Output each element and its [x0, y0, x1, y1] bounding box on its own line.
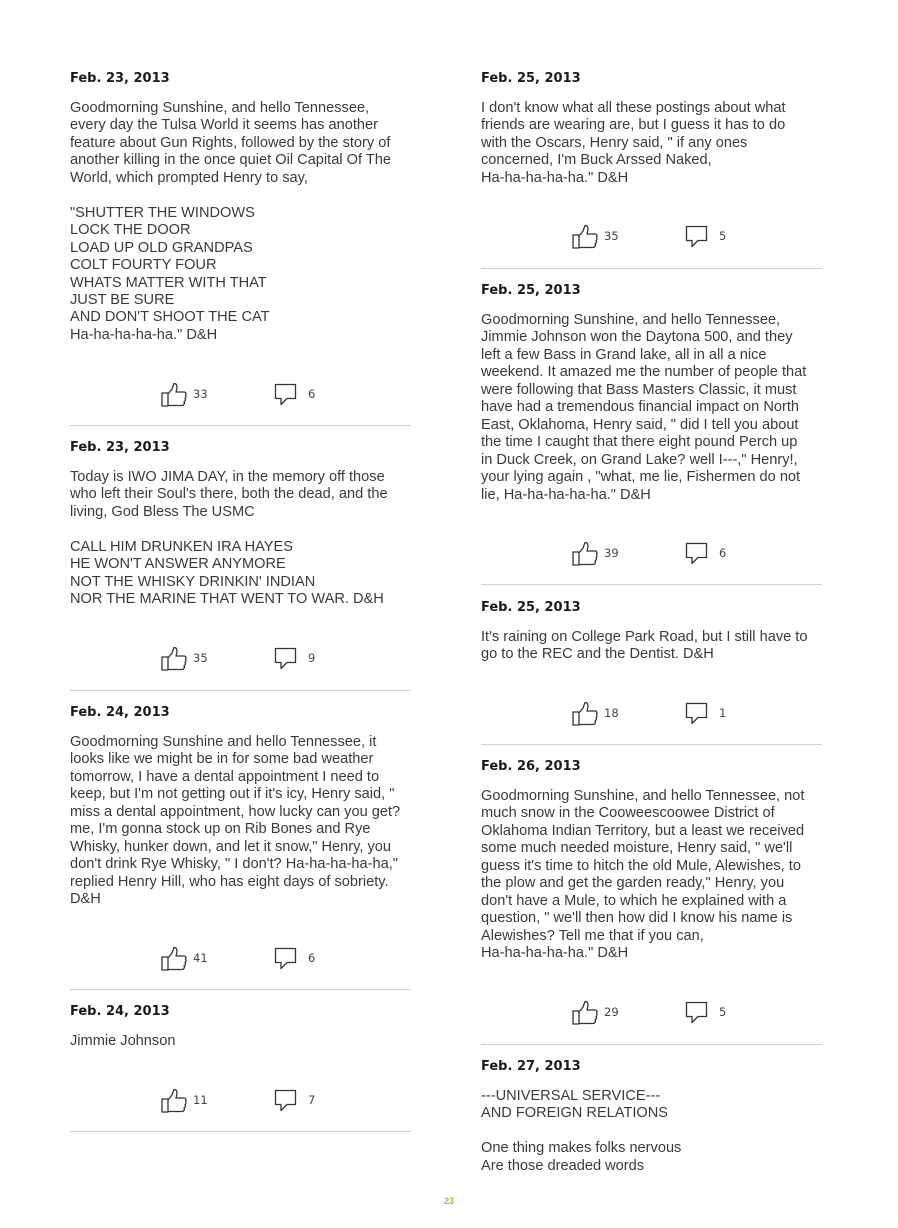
like-count: 39 [604, 546, 619, 560]
like-count: 41 [193, 951, 208, 965]
post [481, 70, 822, 187]
comment-count: 5 [719, 229, 727, 243]
post-body: Goodmorning Sunshine and hello Tennessee, it looks like we might be in for some bad weather tomorrow, I have a dental appointment I need to keep, but I'm not getting out if it's icy, Henry said, " miss a dental appointment, how lucky can you get? me, I'm gonna stock up on Rib Bones and Rye Whisky, hunker down, and let it snow," Henry, you don't drink Rye Whisky, " I don't? Ha-ha-ha-ha-ha," replied Henry Hill, who has eight days of sobriety. D&H [70, 734, 401, 908]
post-divider [70, 1131, 411, 1132]
post-date: Feb. 26, 2013 [481, 759, 581, 774]
post-date: Feb. 24, 2013 [70, 705, 170, 720]
like-count: 29 [604, 1005, 619, 1019]
post-body: ---UNIVERSAL SERVICE--- AND FOREIGN RELATIONS One thing makes folks nervous Are those dreaded words [481, 1088, 682, 1174]
post [481, 758, 822, 963]
speech-bubble-icon [684, 1000, 710, 1026]
post-actions [481, 223, 822, 251]
comment-count: 1 [719, 706, 727, 720]
post-body: Goodmorning Sunshine, and hello Tennessee, every day the Tulsa World it seems has another feature about Gun Rights, followed by the story of another killing in the once quiet Oil Capital Of The World, which prompted Henry to say, "SHUTTER THE WINDOWS LOCK THE DOOR LOAD UP OLD GRANDPAS COLT FOURTY FOUR WHATS MATTER WITH THAT JUST BE SURE AND DON'T SHOOT THE CAT Ha-ha-ha-ha-ha." D&H [70, 100, 391, 343]
post [70, 439, 411, 609]
post [481, 282, 822, 504]
comment-count: 6 [308, 951, 316, 965]
speech-bubble-icon [684, 224, 710, 250]
like-count: 33 [193, 387, 208, 401]
post [70, 1003, 411, 1050]
post-date: Feb. 25, 2013 [481, 71, 581, 86]
post-actions [481, 999, 822, 1027]
post-divider [70, 989, 411, 990]
post-date: Feb. 27, 2013 [481, 1059, 581, 1074]
post-date: Feb. 25, 2013 [481, 600, 581, 615]
post-actions [70, 645, 411, 673]
post [70, 704, 411, 909]
thumbs-up-icon [160, 382, 188, 408]
speech-bubble-icon [684, 541, 710, 567]
speech-bubble-icon [273, 382, 299, 408]
page-number: 23 [443, 1196, 454, 1206]
post-divider [481, 744, 822, 745]
post-actions [481, 540, 822, 568]
speech-bubble-icon [273, 946, 299, 972]
post-actions [70, 381, 411, 409]
thumbs-up-icon [571, 541, 599, 567]
speech-bubble-icon [684, 701, 710, 727]
post-actions [70, 945, 411, 973]
post-actions [70, 1087, 411, 1115]
post-divider [70, 690, 411, 691]
post-actions [481, 700, 822, 728]
like-count: 35 [604, 229, 619, 243]
like-count: 18 [604, 706, 619, 720]
post-body: Jimmie Johnson [70, 1033, 176, 1049]
post-divider [70, 425, 411, 426]
post [70, 70, 411, 344]
post-divider [481, 268, 822, 269]
post [481, 1058, 822, 1175]
speech-bubble-icon [273, 646, 299, 672]
like-count: 35 [193, 651, 208, 665]
comment-count: 6 [719, 546, 727, 560]
comment-count: 7 [308, 1093, 316, 1107]
post-divider [481, 584, 822, 585]
comment-count: 6 [308, 387, 316, 401]
thumbs-up-icon [160, 946, 188, 972]
post-body: Today is IWO JIMA DAY, in the memory off those who left their Soul's there, both the dead, and the living, God Bless The USMC CALL HIM DRUNKEN IRA HAYES HE WON'T ANSWER ANYMORE NOT THE WHISKY DRINKIN' INDIAN NOR THE MARINE THAT WENT TO WAR. D&H [70, 469, 388, 608]
thumbs-up-icon [160, 646, 188, 672]
speech-bubble-icon [273, 1088, 299, 1114]
comment-count: 5 [719, 1005, 727, 1019]
post-body: I don't know what all these postings about what friends are wearing are, but I guess it has to do with the Oscars, Henry said, " if any ones concerned, I'm Buck Arssed Naked, Ha-ha-ha-ha-ha." D&H [481, 100, 786, 186]
post-body: Goodmorning Sunshine, and hello Tennessee, Jimmie Johnson won the Daytona 500, and they left a few Bass in Grand lake, all in all a nice weekend. It amazed me the number of people that were following that Bass Masters Classic, it must have had a tremendous financial impact on North East, Oklahoma, Henry said, " did I tell you about the time I caught that there eight pound Perch up in Duck Creek, on Grand Lake? well I---," Henry!, your lying again , "what, me lie, Fishermen do not lie, Ha-ha-ha-ha-ha." D&H [481, 312, 807, 503]
post-date: Feb. 25, 2013 [481, 283, 581, 298]
post [481, 599, 822, 664]
thumbs-up-icon [160, 1088, 188, 1114]
thumbs-up-icon [571, 701, 599, 727]
post-divider [481, 1044, 822, 1045]
post-body: Goodmorning Sunshine, and hello Tennessee, not much snow in the Cooweescoowee District of Oklahoma Indian Territory, but a least we received some much needed moisture, Henry said, " we'll guess it's time to hitch the old Mule, Alewishes, to the plow and get the garden ready," Henry, you don't have a Mule, to which he explained with a question, " we'll then how did I know his name is Alewishes? Tell me that if you can, Ha-ha-ha-ha-ha." D&H [481, 788, 805, 962]
post-date: Feb. 23, 2013 [70, 71, 170, 86]
comment-count: 9 [308, 651, 316, 665]
thumbs-up-icon [571, 224, 599, 250]
post-date: Feb. 23, 2013 [70, 440, 170, 455]
like-count: 11 [193, 1093, 208, 1107]
post-body: It's raining on College Park Road, but I still have to go to the REC and the Dentist. D&H [481, 629, 808, 663]
thumbs-up-icon [571, 1000, 599, 1026]
post-date: Feb. 24, 2013 [70, 1004, 170, 1019]
